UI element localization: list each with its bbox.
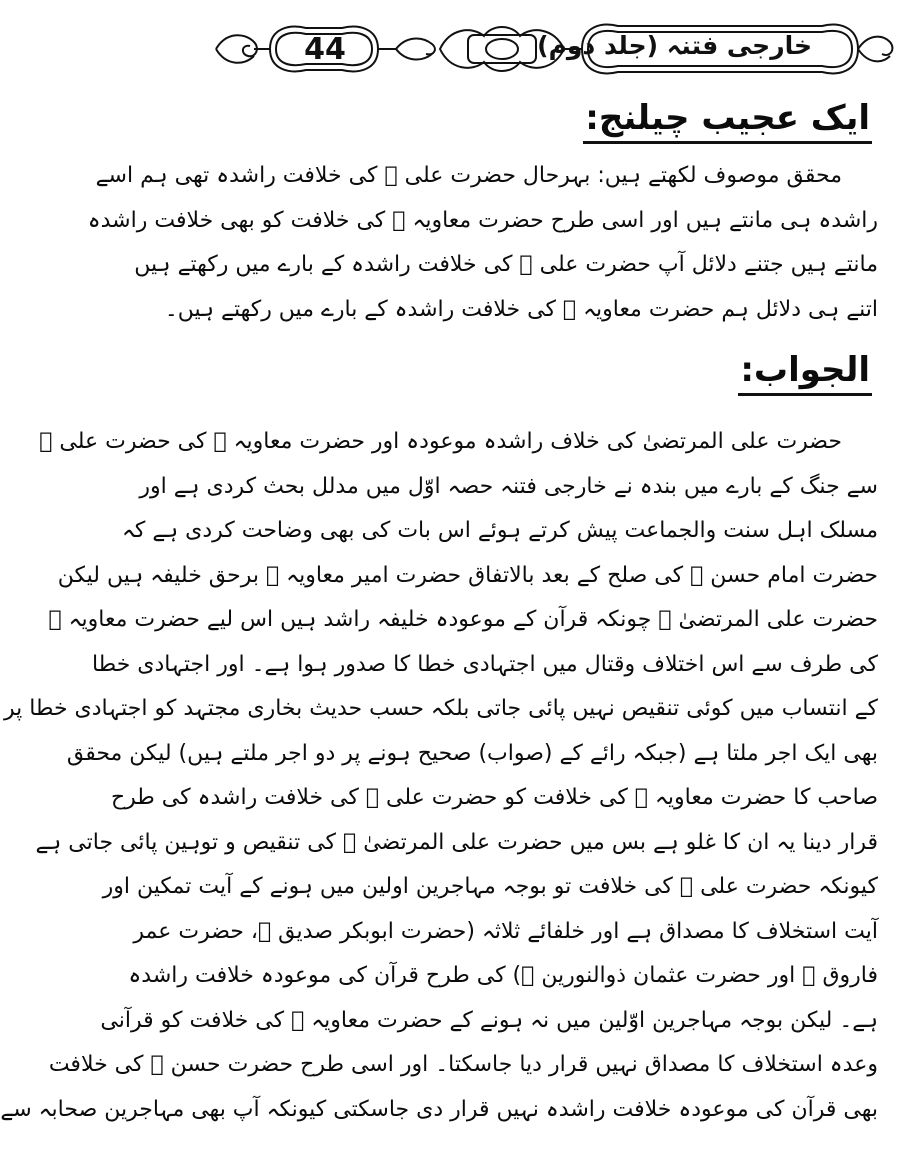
page-header <box>210 18 896 80</box>
paragraph-answer <box>0 420 878 1132</box>
text-line: کی طرف سے اس اختلاف وقتال میں اجتہادی خطا کا صدور ہوا ہے۔ اور اجتہادی خطا <box>91 651 878 677</box>
text-line: حضرت علی المرتضیٰ کی خلاف راشدہ موعودہ اور حضرت معاویہ ﷛ کی حضرت علی ﷛ <box>39 429 842 454</box>
text-line: فاروق ﷛ اور حضرت عثمان ذوالنورین ﷛) کی طرح قرآن کی موعودہ خلافت راشدہ <box>128 963 878 988</box>
paragraph-claim <box>87 154 878 332</box>
text-line: صاحب کا حضرت معاویہ ﷛ کی خلافت کو حضرت علی ﷛ کی خلافت راشدہ کی طرح <box>110 785 878 810</box>
text-line: راشدہ ہی مانتے ہیں اور اسی طرح حضرت معاویہ ﷛ کی خلافت کو بھی خلافت راشدہ <box>87 207 878 233</box>
text-line: اتنے ہی دلائل ہم حضرت معاویہ ﷛ کی خلافت راشدہ کے بارے میں رکھتے ہیں۔ <box>164 296 878 322</box>
text-line: آیت استخلاف کا مصداق ہے اور خلفائے ثلاثہ (حضرت ابوبکر صدیق ﷛، حضرت عمر <box>133 918 878 944</box>
text-line: کے انتساب میں کوئی تنقیص نہیں پائی جاتی بلکہ حسب حدیث بخاری مجتہد کو اجتہادی خطا پر <box>3 696 878 721</box>
section-heading-challenge: ایک عجیب چیلنج: <box>583 100 872 144</box>
text-line: کیونکہ حضرت علی ﷛ کی خلافت تو بوجہ مہاجرین اولین میں ہونے کے آیت تمکین اور <box>102 874 878 899</box>
text-line: سے جنگ کے بارے میں بندہ نے خارجی فتنہ حصہ اوّل میں مدلل بحث کردی ہے اور <box>139 473 878 499</box>
text-line: وعدہ استخلاف کا مصداق نہیں قرار دیا جاسکتا۔ اور اسی طرح حضرت حسن ﷛ کی خلافت <box>48 1052 878 1077</box>
text-line: حضرت امام حسن ﷛ کی صلح کے بعد بالاتفاق حضرت امیر معاویہ ﷛ برحق خلیفہ ہیں لیکن <box>57 562 878 588</box>
section-heading-answer: الجواب: <box>738 352 872 396</box>
text-line: بھی قرآن کی موعودہ خلافت راشدہ نہیں قرار دی جاسکتی کیونکہ آپ بھی مہاجرین صحابہ سے <box>0 1096 878 1122</box>
text-line: مسلک اہل سنت والجماعت پیش کرتے ہوئے اس بات کی بھی وضاحت کردی ہے کہ <box>121 518 878 543</box>
running-title: خارجی فتنہ (جلد دوم) <box>537 31 812 60</box>
text-line: قرار دینا یہ ان کا غلو ہے بس میں حضرت علی المرتضیٰ ﷛ کی تنقیص و توہین پائی جاتی ہے <box>35 829 878 855</box>
text-line: محقق موصوف لکھتے ہیں: بہرحال حضرت علی ﷛ کی خلافت راشدہ تھی ہم اسے <box>95 163 842 188</box>
text-line: حضرت علی المرتضیٰ ﷛ چونکہ قرآن کے موعودہ خلیفہ راشد ہیں اس لیے حضرت معاویہ ﷛ <box>48 607 878 632</box>
text-line: بھی ایک اجر ملتا ہے (جبکہ رائے کے (صواب) صحیح ہونے پر دو اجر ملتے ہیں) لیکن محقق <box>66 740 878 766</box>
text-line: ہے۔ لیکن بوجہ مہاجرین اوّلین میں نہ ہونے کے حضرت معاویہ ﷛ کی خلافت کو قرآنی <box>100 1007 878 1033</box>
page-number: 44 <box>304 32 346 67</box>
text-line: مانتے ہیں جتنے دلائل آپ حضرت علی ﷛ کی خلافت راشدہ کے بارے میں رکھتے ہیں <box>134 252 878 277</box>
